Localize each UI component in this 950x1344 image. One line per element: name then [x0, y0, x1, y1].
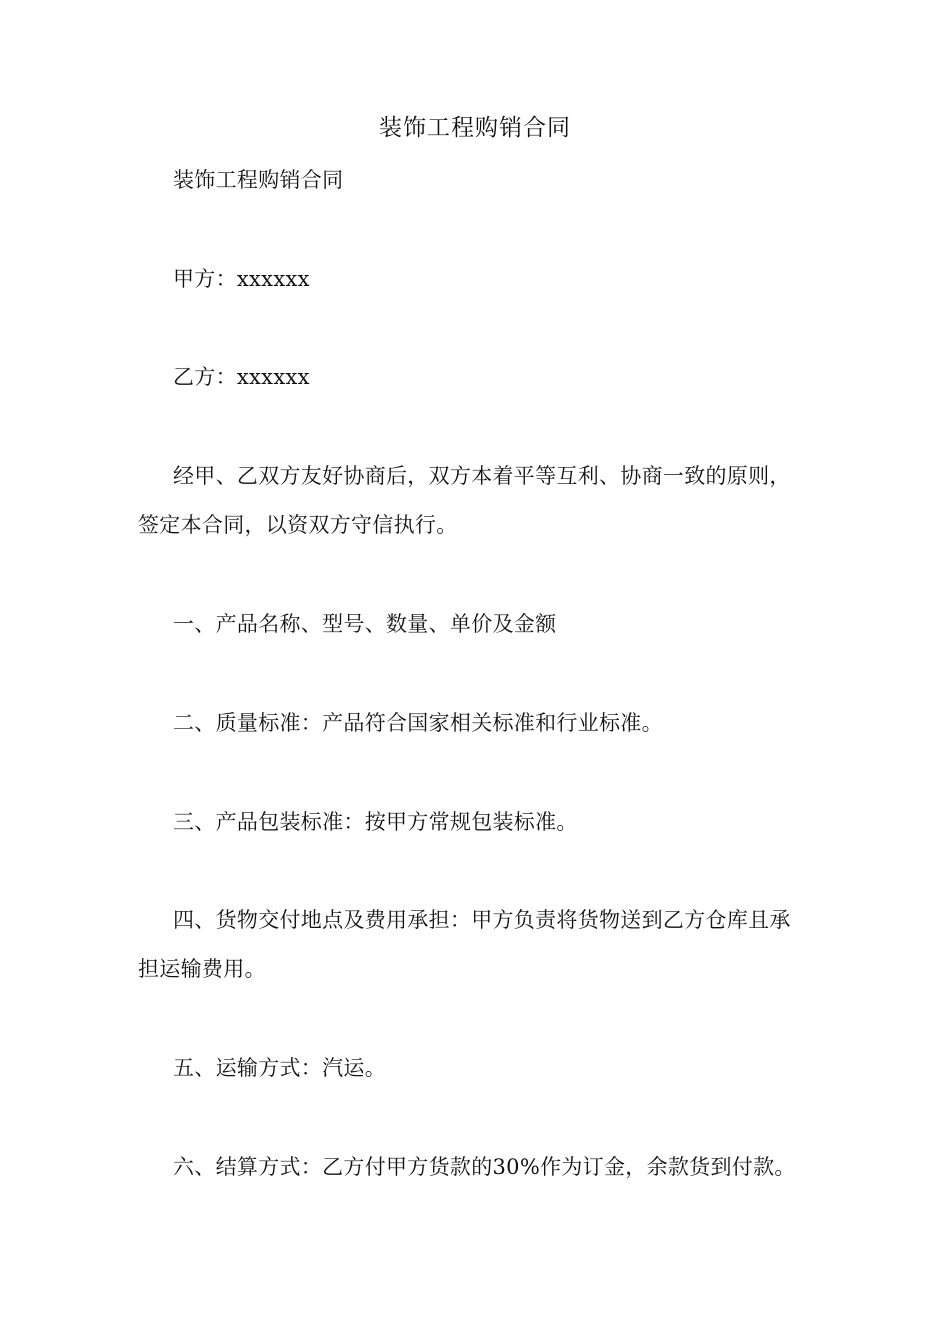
document-title: 装饰工程购销合同	[379, 115, 571, 141]
party-b-paragraph: 乙方：xxxxxx	[173, 365, 310, 389]
clause-2-paragraph: 二、质量标准：产品符合国家相关标准和行业标准。	[173, 711, 663, 735]
party-a-paragraph: 甲方：xxxxxx	[173, 267, 310, 291]
clause-4-paragraph: 四、货物交付地点及费用承担：甲方负责将货物送到乙方仓库且承担运输费用。	[138, 908, 791, 981]
subtitle-paragraph: 装饰工程购销合同	[173, 168, 344, 192]
preamble-paragraph: 经甲、乙双方友好协商后，双方本着平等互利、协商一致的原则，签定本合同，以资双方守信执行。	[138, 464, 791, 537]
clause-6-paragraph: 六、结算方式：乙方付甲方货款的30%作为订金，余款货到付款。	[173, 1155, 796, 1179]
clause-1-paragraph: 一、产品名称、型号、数量、单价及金额	[173, 612, 557, 636]
clause-3-paragraph: 三、产品包装标准：按甲方常规包装标准。	[173, 810, 578, 834]
clause-5-paragraph: 五、运输方式：汽运。	[173, 1056, 386, 1080]
